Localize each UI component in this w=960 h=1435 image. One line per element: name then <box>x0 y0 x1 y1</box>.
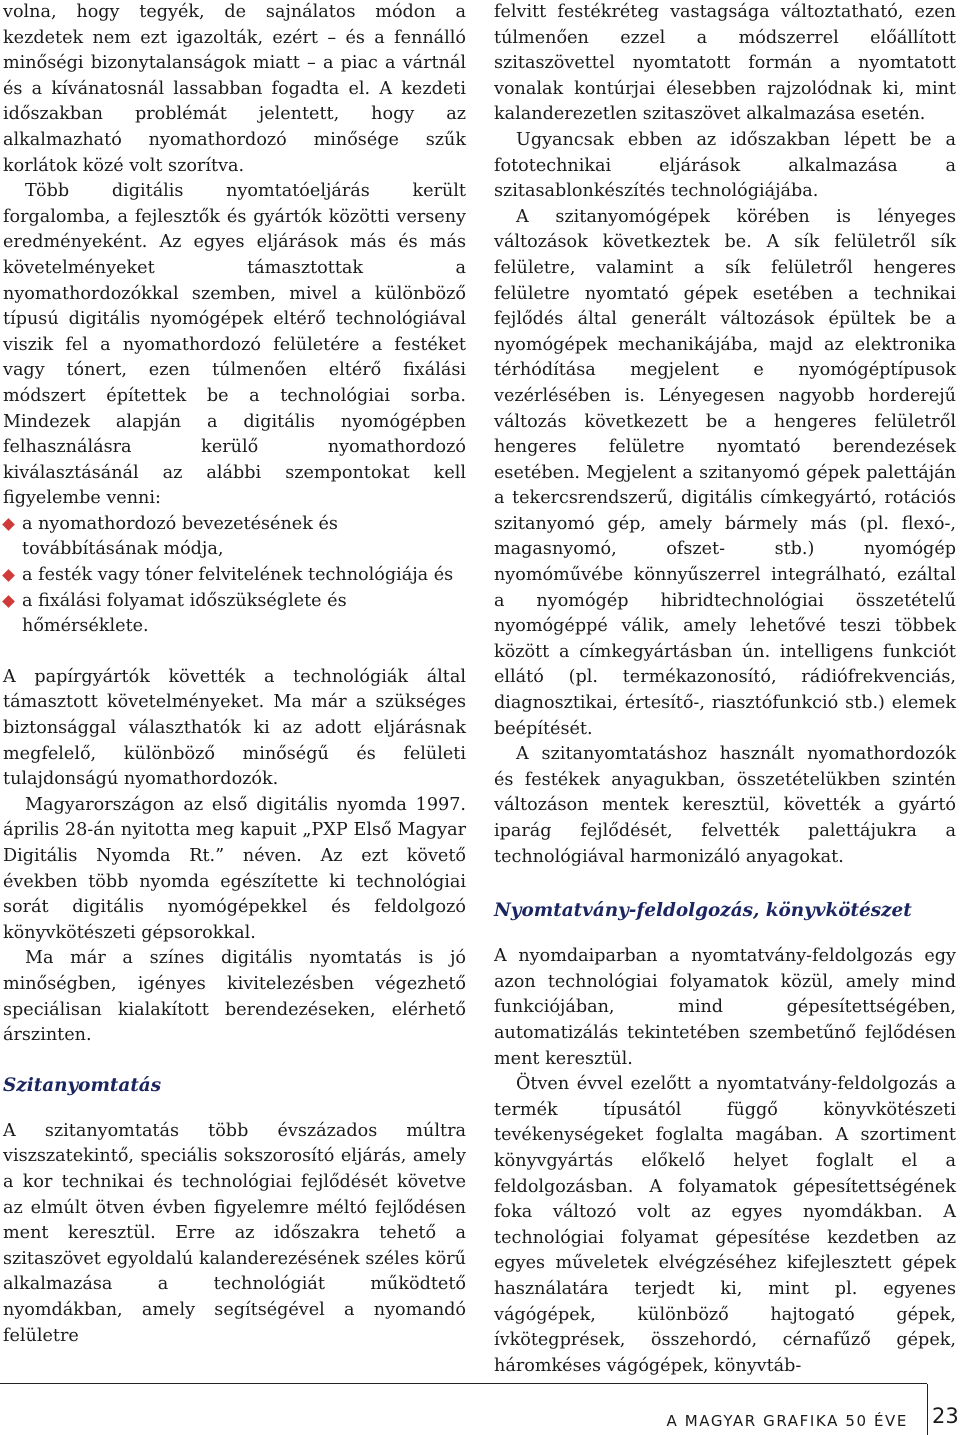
section-heading-nyomtatvany-feldolgozas: Nyomtatvány-feldolgozás, könyvkötészet <box>494 900 912 922</box>
diamond-bullet-icon <box>2 595 15 608</box>
diamond-bullet-icon <box>2 518 15 531</box>
paragraph: Több digitális nyomtatóeljárás került forgalomba, a fejlesztők és gyártók közötti verseny eredményeként. Az egyes eljárások más és más követelményeket támasztottak a nyomathordozókkal szemben, mivel a különböző típusú digitális nyomógépek eltérő technológiával viszik fel a nyomathordozó felületére a festéket vagy tónert, ezen túlmenően eltérő fixálási módszert építettek be a technológiai sorba. Mindezek alapján a digitális nyomógépben felhasználásra kerülő nyomathordozó kiválasztásánál az alábbi szempontokat kell figyelembe venni: <box>3 181 466 509</box>
list-item-text: a fixálási folyamat időszükséglete és hőmérséklete. <box>22 590 347 637</box>
section-heading-szitanyomtatas: Szitanyomtatás <box>3 1074 162 1096</box>
page-number: 23 <box>932 1404 959 1428</box>
paragraph: A szitanyomtatáshoz használt nyomathordozók és festékek anyagukban, összetételükben szintén változáson mentek keresztül, követték a gyártó iparág fejlődését, felvették palettájukra a technológiával harmonizáló anyagokat. <box>494 744 956 867</box>
bullet-list <box>3 512 466 640</box>
left-column <box>3 0 466 1349</box>
right-column <box>494 0 956 1379</box>
list-item <box>3 589 466 640</box>
list-item <box>3 512 466 563</box>
footer-rule <box>0 1383 927 1384</box>
list-item-text: a nyomathordozó bevezetésének és továbbításának módja, <box>22 513 338 560</box>
paragraph: A szitanyomtatás több évszázados múltra viszszatekintő, speciális sokszorosító eljárás, amely a kor technikai és technológiai fejlődését követve az elmúlt ötven évben figyelemre méltó fejlődésen ment keresztül. Erre az időszakra tehető a szitaszövet egyoldalú kalanderezésének széles körű alkalmazása a technológiát működtető nyomdákban, amely segítségével a nyomandó felületre <box>3 1120 466 1346</box>
paragraph: Ötven évvel ezelőtt a nyomtatvány-feldolgozás a termék típusától függő könyvkötészeti tevékenységeket foglalta magában. A szortiment könyvgyártás előkelő helyet foglalt el a feldolgozásban. A folyamatok gépesítettségének foka változó volt az egyes nyomdákban. A technológiai folyamat gépesítése kezdetben az egyes műveletek elvégzéséhez kifejlesztett gépek használatára terjedt ki, mint pl. egyenes vágógépek, különböző hajtogató gépek, ívkötegprések, összehordó, cérnafűző gépek, háromkéses vágógépek, könyvtáb- <box>494 1074 956 1376</box>
paragraph: A papírgyártók követték a technológiák által támasztott követelményeket. Ma már a szükséges biztonsággal választhatók ki az adott eljárásnak megfelelő, különböző minőségű és felületi tulajdonságú nyomathordozók. <box>3 666 466 790</box>
footer-divider <box>927 1384 928 1435</box>
paragraph: Ugyancsak ebben az időszakban lépett be a fototechnikai eljárások alkalmazása a szitasablonkészítés technológiájába. <box>494 129 956 202</box>
list-item <box>3 563 466 589</box>
paragraph: Ma már a színes digitális nyomtatás is jó minőségben, igényes kivitelezésben végezhető speciálisan kialakított berendezéseken, elérhető árszinten. <box>3 948 466 1046</box>
diamond-bullet-icon <box>2 569 15 582</box>
paragraph: Magyarországon az első digitális nyomda 1997. április 28-án nyitotta meg kapuit „PXP Első Magyar Digitális Nyomda Rt.” néven. Az ezt követő években több nyomda egészítette ki technológiai sorát digitális nyomógépekkel és feldolgozó könyvkötészeti gépsorokkal. <box>3 794 466 943</box>
paragraph: felvitt festékréteg vastagsága változtatható, ezen túlmenően ezzel a módszerrel előállított szitaszövettel nyomtatott formán a nyomtatott vonalak kontúrjai élesebben rajzolódnak ki, mint kalanderezetlen szitaszövet alkalmazása esetén. <box>494 2 956 125</box>
running-footer-title: A MAGYAR GRAFIKA 50 ÉVE <box>666 1412 908 1430</box>
paragraph: volna, hogy tegyék, de sajnálatos módon a kezdetek nem ezt igazolták, ezért – és a fennálló minőségi bizonytalanságok miatt – a piac a vártnál és a kívánatosnál lassabban fogadta el. A kezdeti időszakban problémát jelentett, hogy az alkalmazható nyomathordozó minősége szűk korlátok közé volt szorítva. <box>3 2 466 176</box>
paragraph: A nyomdaiparban a nyomtatvány-feldolgozás egy azon technológiai folyamatok közül, amely mind funkciójában, mind gépesítettségében, automatizálás tekintetében szembetűnő fejlődésen ment keresztül. <box>494 946 956 1069</box>
list-item-text: a festék vagy tóner felvitelének technológiája és <box>22 565 454 586</box>
paragraph: A szitanyomógépek körében is lényeges változások következtek be. A sík felületről sík felületre, valamint a sík felületről hengeres felületre nyomtató gépek esetében a technikai fejlődés által generált változások épültek be a nyomógépek mechanikájába, majd az elektronika térhódítása megjelent e nyomógéptípusok vezérlésében is. Lényegesen nagyobb horderejű változás következett be a hengeres felületről hengeres felületre nyomtató berendezések esetében. Megjelent a szitanyomó gépek palettáján a tekercsrendszerű, digitális címkegyártó, rotációs szitanyomó gép, amely bármely más (pl. flexó-, magasnyomó, ofszet- stb.) nyomógép nyomóművébe könnyűszerrel integrálható, ezáltal a nyomógép hibridtechnológiai összetételű nyomógéppé válik, amely lehetővé teszi többek között a címkegyártásban ún. intelligens funkciót ellátó (pl. termékazonosító, rádiófrekvenciás, diagnosztikai, értesítő-, riasztófunkció stb.) elemek beépítését. <box>494 206 956 739</box>
